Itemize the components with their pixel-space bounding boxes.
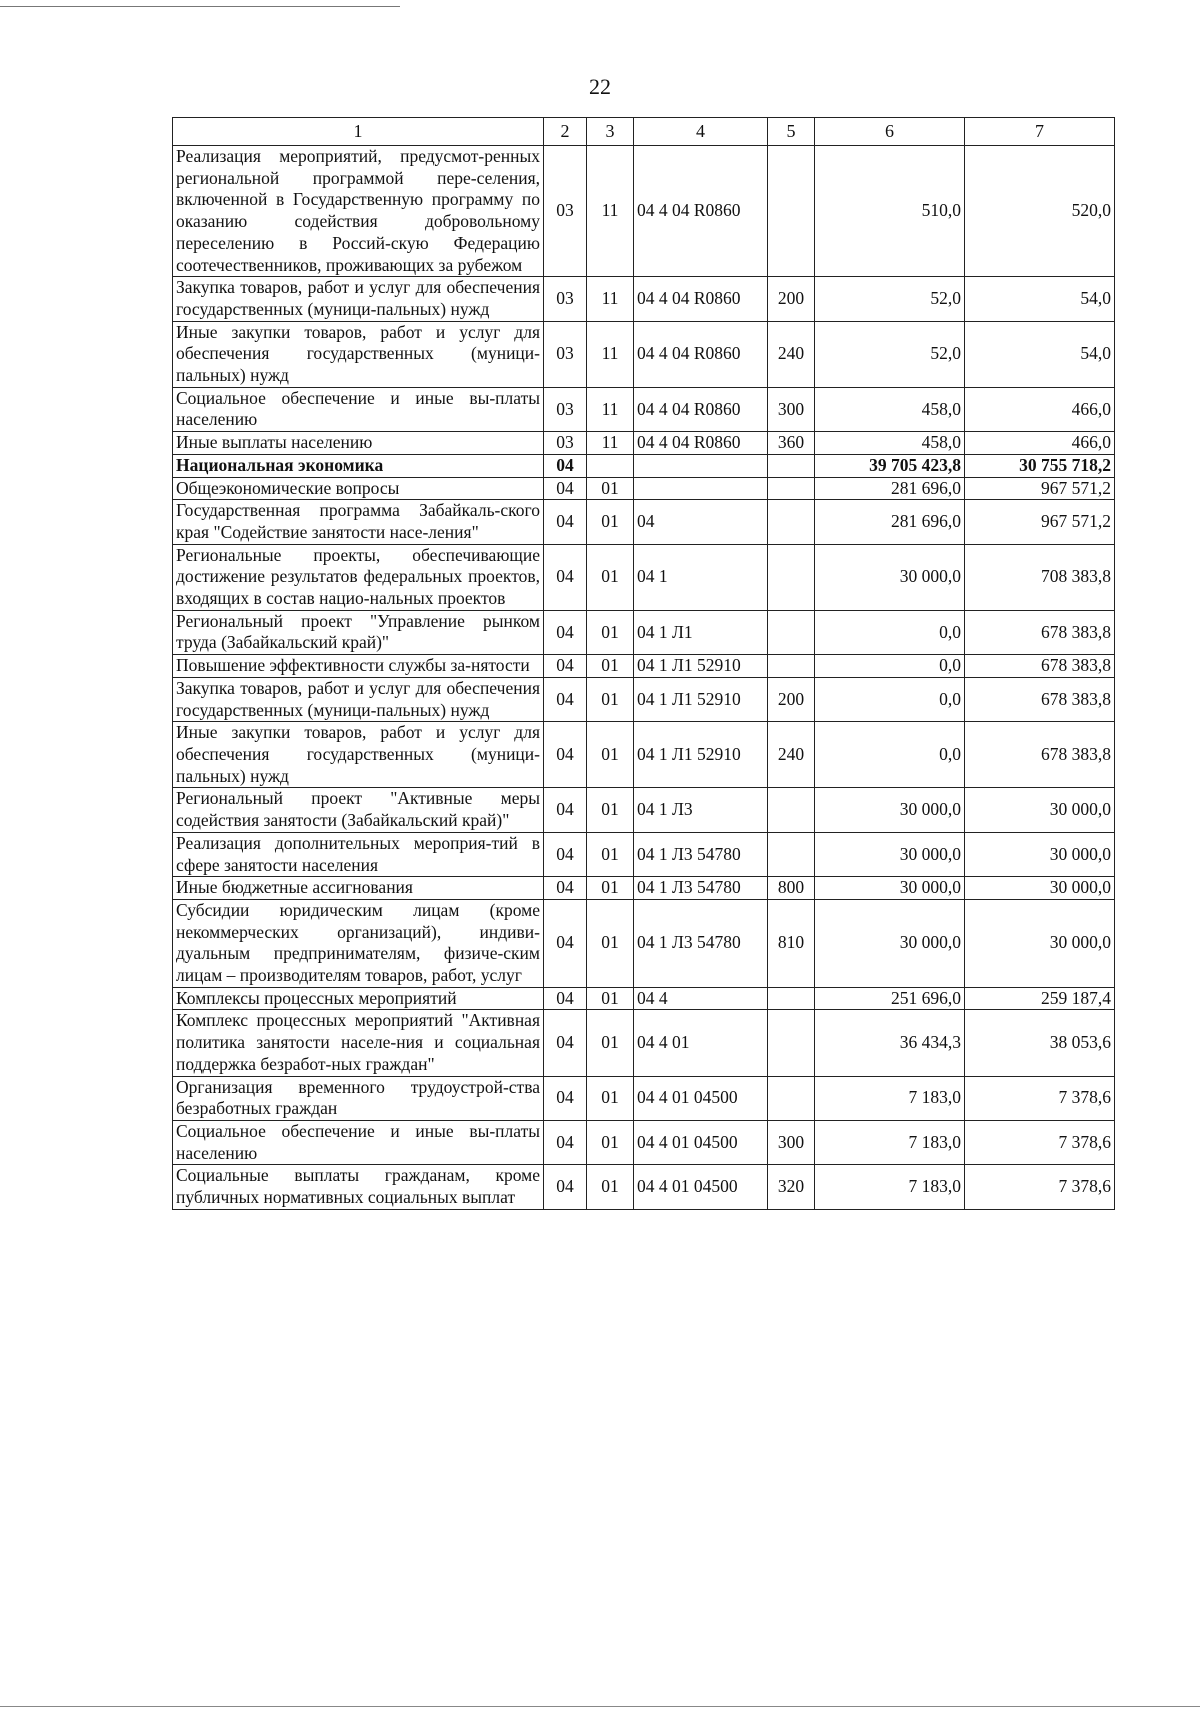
amount-col7-cell: 967 571,2 [965,500,1115,544]
subsection-code-cell: 01 [587,877,634,900]
section-code-cell: 04 [544,899,587,987]
row-name-cell: Общеэкономические вопросы [173,477,544,500]
page-number: 22 [589,74,611,99]
target-article-cell: 04 4 04 R0860 [634,146,768,277]
expense-type-cell [768,544,815,610]
target-article-cell: 04 1 Л1 52910 [634,655,768,678]
expense-type-cell [768,1010,815,1076]
amount-col6-cell: 0,0 [815,677,965,721]
row-name-cell: Реализация мероприятий, предусмот-ренных региональной программой пере-селения, включенной в Государственную программу по оказанию содействия добровольному переселению в Россий-скую Федерацию соотечественников, проживающих за рубежом [173,146,544,277]
amount-col6-cell: 30 000,0 [815,544,965,610]
table-row [173,1120,1115,1164]
column-header: 1 [173,118,544,146]
amount-col6-cell: 36 434,3 [815,1010,965,1076]
row-name-cell: Закупка товаров, работ и услуг для обеспечения государственных (муници-пальных) нужд [173,677,544,721]
amount-col6-cell: 52,0 [815,321,965,387]
expense-type-cell [768,500,815,544]
row-name-cell: Иные закупки товаров, работ и услуг для обеспечения государственных (муници-пальных) нужд [173,722,544,788]
subsection-code-cell: 01 [587,500,634,544]
amount-col7-cell: 7 378,6 [965,1165,1115,1209]
target-article-cell [634,477,768,500]
row-name-cell: Региональный проект "Активные меры содействия занятости (Забайкальский край)" [173,788,544,832]
amount-col6-cell: 30 000,0 [815,832,965,876]
scan-edge-top [0,6,400,7]
expense-type-cell [768,655,815,678]
section-code-cell: 04 [544,544,587,610]
row-name-cell: Социальное обеспечение и иные вы-платы населению [173,1120,544,1164]
subsection-code-cell: 01 [587,987,634,1010]
amount-col6-cell: 281 696,0 [815,500,965,544]
target-article-cell [634,454,768,477]
subsection-code-cell: 01 [587,899,634,987]
row-name-cell: Иные бюджетные ассигнования [173,877,544,900]
amount-col7-cell: 708 383,8 [965,544,1115,610]
amount-col6-cell: 0,0 [815,610,965,654]
amount-col6-cell: 0,0 [815,722,965,788]
amount-col7-cell: 30 755 718,2 [965,454,1115,477]
table-row [173,877,1115,900]
subsection-code-cell: 01 [587,722,634,788]
subsection-code-cell: 11 [587,146,634,277]
subsection-code-cell: 01 [587,1120,634,1164]
section-code-cell: 04 [544,1120,587,1164]
budget-table [172,117,1115,1210]
amount-col6-cell: 510,0 [815,146,965,277]
section-code-cell: 03 [544,277,587,321]
amount-col7-cell: 678 383,8 [965,722,1115,788]
row-name-cell: Субсидии юридическим лицам (кроме некоммерческих организаций), индиви-дуальным предпринимателям, физиче-ским лицам – производителям товаров, работ, услуг [173,899,544,987]
table-row [173,277,1115,321]
column-header: 3 [587,118,634,146]
section-code-cell: 04 [544,832,587,876]
section-code-cell: 04 [544,722,587,788]
expense-type-cell: 800 [768,877,815,900]
table-row [173,677,1115,721]
expense-type-cell: 300 [768,1120,815,1164]
amount-col6-cell: 30 000,0 [815,899,965,987]
section-code-cell: 03 [544,146,587,277]
amount-col7-cell: 466,0 [965,432,1115,455]
table-row [173,454,1115,477]
row-name-cell: Национальная экономика [173,454,544,477]
amount-col7-cell: 30 000,0 [965,832,1115,876]
amount-col6-cell: 7 183,0 [815,1120,965,1164]
amount-col7-cell: 54,0 [965,277,1115,321]
target-article-cell: 04 1 Л3 54780 [634,832,768,876]
expense-type-cell: 240 [768,321,815,387]
row-name-cell: Региональные проекты, обеспечивающие достижение результатов федеральных проектов, входящих в состав нацио-нальных проектов [173,544,544,610]
table-row [173,610,1115,654]
column-header: 5 [768,118,815,146]
subsection-code-cell: 01 [587,1076,634,1120]
table-row [173,987,1115,1010]
table-row [173,1076,1115,1120]
expense-type-cell [768,146,815,277]
subsection-code-cell [587,454,634,477]
section-code-cell: 04 [544,1076,587,1120]
amount-col7-cell: 30 000,0 [965,877,1115,900]
target-article-cell: 04 4 04 R0860 [634,432,768,455]
amount-col6-cell: 30 000,0 [815,788,965,832]
row-name-cell: Иные закупки товаров, работ и услуг для обеспечения государственных (муници-пальных) нужд [173,321,544,387]
subsection-code-cell: 01 [587,788,634,832]
table-row [173,321,1115,387]
subsection-code-cell: 11 [587,277,634,321]
expense-type-cell [768,610,815,654]
section-code-cell: 04 [544,500,587,544]
amount-col7-cell: 7 378,6 [965,1076,1115,1120]
section-code-cell: 04 [544,610,587,654]
amount-col7-cell: 678 383,8 [965,655,1115,678]
target-article-cell: 04 4 01 [634,1010,768,1076]
expense-type-cell: 300 [768,387,815,431]
amount-col6-cell: 0,0 [815,655,965,678]
table-header-row [173,118,1115,146]
row-name-cell: Закупка товаров, работ и услуг для обеспечения государственных (муници-пальных) нужд [173,277,544,321]
subsection-code-cell: 01 [587,1010,634,1076]
target-article-cell: 04 4 01 04500 [634,1120,768,1164]
target-article-cell: 04 4 04 R0860 [634,277,768,321]
subsection-code-cell: 01 [587,544,634,610]
expense-type-cell: 810 [768,899,815,987]
subsection-code-cell: 11 [587,387,634,431]
table-row [173,722,1115,788]
subsection-code-cell: 01 [587,832,634,876]
row-name-cell: Реализация дополнительных мероприя-тий в сфере занятости населения [173,832,544,876]
target-article-cell: 04 4 04 R0860 [634,387,768,431]
section-code-cell: 03 [544,387,587,431]
table-row [173,432,1115,455]
subsection-code-cell: 01 [587,477,634,500]
amount-col7-cell: 520,0 [965,146,1115,277]
target-article-cell: 04 1 [634,544,768,610]
expense-type-cell: 240 [768,722,815,788]
subsection-code-cell: 01 [587,610,634,654]
table-body [173,146,1115,1210]
row-name-cell: Комплекс процессных мероприятий "Активная политика занятости населе-ния и социальная поддержка безработ-ных граждан" [173,1010,544,1076]
scan-edge-bottom [0,1706,1200,1707]
expense-type-cell: 200 [768,677,815,721]
row-name-cell: Комплексы процессных мероприятий [173,987,544,1010]
expense-type-cell [768,832,815,876]
target-article-cell: 04 4 01 04500 [634,1165,768,1209]
amount-col7-cell: 38 053,6 [965,1010,1115,1076]
amount-col6-cell: 30 000,0 [815,877,965,900]
amount-col7-cell: 54,0 [965,321,1115,387]
amount-col6-cell: 251 696,0 [815,987,965,1010]
expense-type-cell: 200 [768,277,815,321]
row-name-cell: Организация временного трудоустрой-ства безработных граждан [173,1076,544,1120]
target-article-cell: 04 1 Л1 [634,610,768,654]
table-row [173,655,1115,678]
target-article-cell: 04 1 Л3 54780 [634,899,768,987]
subsection-code-cell: 11 [587,321,634,387]
row-name-cell: Иные выплаты населению [173,432,544,455]
section-code-cell: 04 [544,788,587,832]
amount-col7-cell: 259 187,4 [965,987,1115,1010]
row-name-cell: Государственная программа Забайкаль-ского края "Содействие занятости насе-ления" [173,500,544,544]
amount-col6-cell: 458,0 [815,387,965,431]
section-code-cell: 04 [544,877,587,900]
amount-col7-cell: 7 378,6 [965,1120,1115,1164]
amount-col7-cell: 30 000,0 [965,788,1115,832]
section-code-cell: 04 [544,454,587,477]
table-row [173,899,1115,987]
target-article-cell: 04 4 04 R0860 [634,321,768,387]
column-header: 4 [634,118,768,146]
table-row [173,544,1115,610]
target-article-cell: 04 1 Л3 [634,788,768,832]
table-row [173,477,1115,500]
expense-type-cell: 320 [768,1165,815,1209]
table-row [173,788,1115,832]
row-name-cell: Социальное обеспечение и иные вы-платы населению [173,387,544,431]
table-row [173,387,1115,431]
section-code-cell: 04 [544,655,587,678]
section-code-cell: 04 [544,987,587,1010]
amount-col7-cell: 678 383,8 [965,677,1115,721]
expense-type-cell [768,454,815,477]
table-row [173,500,1115,544]
row-name-cell: Социальные выплаты гражданам, кроме публичных нормативных социальных выплат [173,1165,544,1209]
amount-col7-cell: 967 571,2 [965,477,1115,500]
section-code-cell: 04 [544,1010,587,1076]
amount-col6-cell: 7 183,0 [815,1076,965,1120]
amount-col6-cell: 39 705 423,8 [815,454,965,477]
target-article-cell: 04 1 Л1 52910 [634,677,768,721]
expense-type-cell: 360 [768,432,815,455]
target-article-cell: 04 [634,500,768,544]
row-name-cell: Повышение эффективности службы за-нятости [173,655,544,678]
target-article-cell: 04 4 01 04500 [634,1076,768,1120]
expense-type-cell [768,987,815,1010]
subsection-code-cell: 11 [587,432,634,455]
amount-col7-cell: 466,0 [965,387,1115,431]
expense-type-cell [768,1076,815,1120]
section-code-cell: 04 [544,477,587,500]
subsection-code-cell: 01 [587,677,634,721]
amount-col6-cell: 7 183,0 [815,1165,965,1209]
amount-col6-cell: 458,0 [815,432,965,455]
expense-type-cell [768,788,815,832]
target-article-cell: 04 1 Л3 54780 [634,877,768,900]
section-code-cell: 03 [544,321,587,387]
section-code-cell: 03 [544,432,587,455]
target-article-cell: 04 1 Л1 52910 [634,722,768,788]
subsection-code-cell: 01 [587,1165,634,1209]
column-header: 2 [544,118,587,146]
amount-col6-cell: 52,0 [815,277,965,321]
table-row [173,832,1115,876]
column-header: 7 [965,118,1115,146]
table-row [173,1010,1115,1076]
amount-col7-cell: 678 383,8 [965,610,1115,654]
expense-type-cell [768,477,815,500]
amount-col7-cell: 30 000,0 [965,899,1115,987]
row-name-cell: Региональный проект "Управление рынком труда (Забайкальский край)" [173,610,544,654]
target-article-cell: 04 4 [634,987,768,1010]
section-code-cell: 04 [544,677,587,721]
table-row [173,146,1115,277]
subsection-code-cell: 01 [587,655,634,678]
section-code-cell: 04 [544,1165,587,1209]
amount-col6-cell: 281 696,0 [815,477,965,500]
table-row [173,1165,1115,1209]
column-header: 6 [815,118,965,146]
